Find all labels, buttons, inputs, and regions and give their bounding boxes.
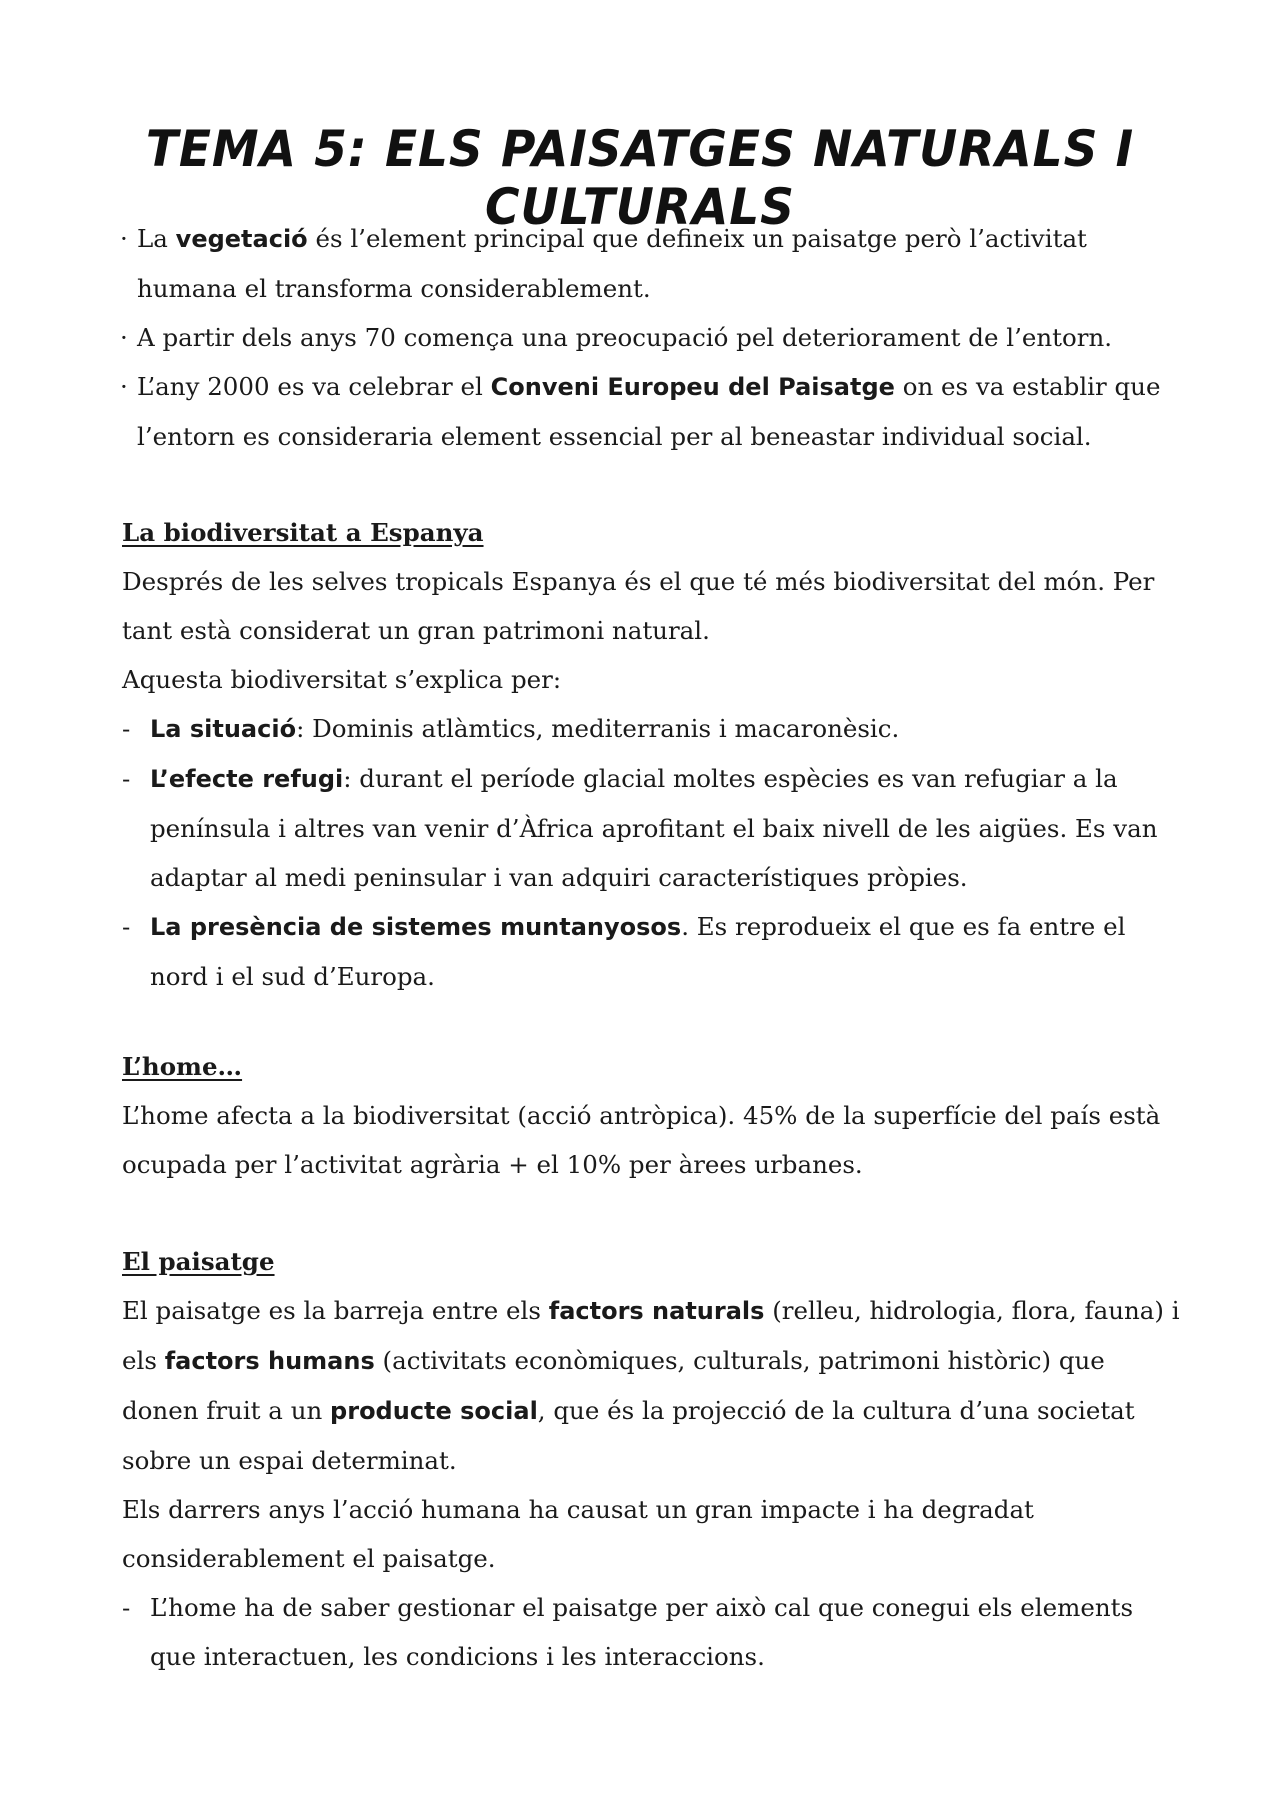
text: : durant el període glacial moltes espècies es van refugiar a la península i altres van venir d’Àfrica aprofitant el baix nivell de les aigües. Es van adaptar al medi peninsular i van adquiri característiques pròpies. bbox=[150, 764, 1158, 892]
section-heading-home: L’home… bbox=[122, 1052, 243, 1081]
bold-term: Conveni Europeu del Paisatge bbox=[490, 373, 895, 401]
text: El paisatge es la barreja entre els bbox=[122, 1296, 549, 1325]
list-item bbox=[122, 704, 1182, 754]
text: : Dominis atlàmtics, mediterranis i macaronèsic. bbox=[296, 714, 900, 743]
text: , que és la projecció de la cultura d’una societat sobre un espai determinat. bbox=[122, 1396, 1135, 1475]
home-section bbox=[122, 1042, 1182, 1189]
section-heading-biodiversitat: La biodiversitat a Espanya bbox=[122, 518, 484, 547]
dash-marker: - bbox=[122, 912, 131, 941]
list-item bbox=[122, 902, 1182, 1001]
paragraph bbox=[122, 1286, 1182, 1485]
text: L’any 2000 es va celebrar el bbox=[137, 372, 491, 401]
bold-term: factors naturals bbox=[548, 1297, 765, 1325]
section-heading-paisatge: El paisatge bbox=[122, 1247, 275, 1276]
paragraph: Després de les selves tropicals Espanya és el que té més biodiversitat del món. Per tant està considerat un gran patrimoni natural. bbox=[122, 567, 1155, 645]
biodiversitat-section bbox=[122, 508, 1182, 1001]
text: (relleu, hidrologia, flora, fauna) i els bbox=[122, 1296, 1180, 1375]
bold-term: producte social bbox=[330, 1397, 538, 1425]
bullet-dot: · bbox=[120, 323, 128, 352]
bullet-dot: · bbox=[120, 224, 128, 253]
bold-term: factors humans bbox=[164, 1347, 375, 1375]
text: és l’element principal que defineix un paisatge però l’activitat humana el transforma considerablement. bbox=[137, 224, 1087, 303]
page-title: TEMA 5: ELS PAISATGES NATURALS I CULTURALS bbox=[145, 120, 1135, 236]
dash-marker: - bbox=[122, 764, 131, 793]
text: . Es reprodueix el que es fa entre el nord i el sud d’Europa. bbox=[150, 912, 1126, 991]
intro-section bbox=[122, 214, 1182, 461]
dash-marker: - bbox=[122, 1593, 131, 1622]
bold-term: L’efecte refugi bbox=[150, 765, 344, 793]
paragraph: L’home afecta a la biodiversitat (acció antròpica). 45% de la superfície del país està ocupada per l’activitat agrària + el 10% per àrees urbanes. bbox=[122, 1101, 1161, 1179]
bullet-dot: · bbox=[120, 372, 128, 401]
list-item bbox=[122, 1583, 1182, 1681]
paragraph: Els darrers anys l’acció humana ha causat un gran impacte i ha degradat considerablement el paisatge. bbox=[122, 1495, 1034, 1573]
list-item bbox=[122, 754, 1182, 902]
bold-term: La situació bbox=[150, 715, 297, 743]
intro-bullet-3 bbox=[122, 362, 1182, 461]
bold-term: La presència de sistemes muntanyosos bbox=[150, 913, 682, 941]
text: (activitats econòmiques, culturals, patrimoni històric) que donen fruit a un bbox=[122, 1346, 1105, 1425]
text: La bbox=[137, 224, 176, 253]
paisatge-section bbox=[122, 1237, 1182, 1681]
intro-bullet-1 bbox=[122, 214, 1182, 313]
dash-marker: - bbox=[122, 714, 131, 743]
text: on es va establir que l’entorn es consideraria element essencial per al beneastar individual social. bbox=[137, 372, 1161, 451]
bold-term: vegetació bbox=[175, 225, 308, 253]
text: L’home ha de saber gestionar el paisatge per això cal que conegui els elements que interactuen, les condicions i les interaccions. bbox=[150, 1593, 1134, 1671]
intro-bullet-2 bbox=[122, 313, 1182, 362]
paragraph: Aquesta biodiversitat s’explica per: bbox=[122, 665, 562, 694]
text: A partir dels anys 70 comença una preocupació pel deteriorament de l’entorn. bbox=[137, 323, 1113, 352]
